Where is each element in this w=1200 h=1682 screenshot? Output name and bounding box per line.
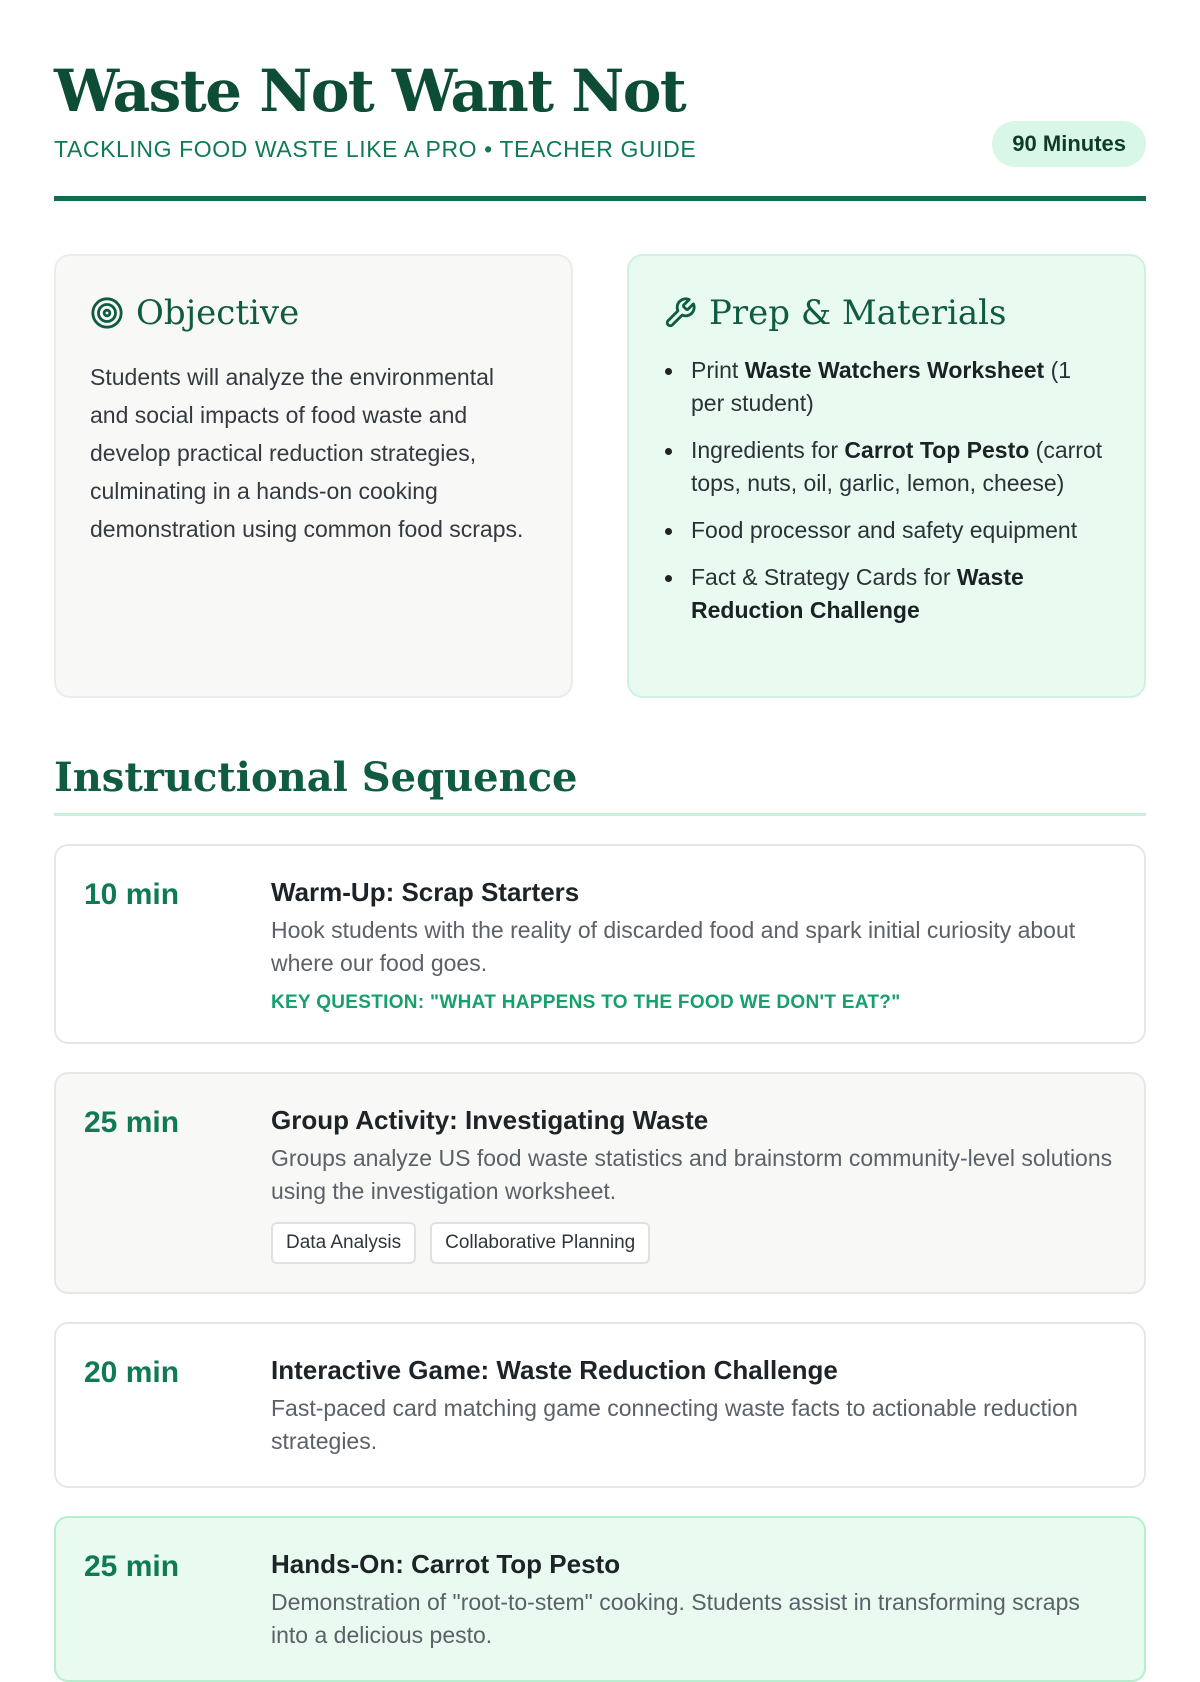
page-title: Waste Not Want Not [54,57,686,125]
target-icon [90,296,124,330]
step-body [271,874,1116,1014]
step-body [271,1102,1116,1264]
prep-item: Ingredients for Carrot Top Pesto (carrot tops, nuts, oil, garlic, lemon, cheese) [663,434,1110,500]
prep-card [627,254,1146,698]
step-body [271,1546,1116,1652]
step-description: Hook students with the reality of discarded food and spark initial curiosity about where our food goes. [271,917,1076,976]
key-question: KEY QUESTION: "WHAT HAPPENS TO THE FOOD WE DON'T EAT?" [271,992,901,1013]
objective-text: Students will analyze the environmental and social impacts of food waste and develop practical reduction strategies, culminating in a hands-on cooking demonstration using common food scraps. [90,364,524,542]
step-title: Interactive Game: Waste Reduction Challenge [271,1355,838,1385]
tag-collaborative-planning: Collaborative Planning [430,1222,650,1264]
prep-item: Fact & Strategy Cards for Waste Reduction Challenge [663,561,1110,627]
instructional-steps [54,844,1146,1682]
prep-item: Food processor and safety equipment [663,514,1110,547]
step-warm-up [54,844,1146,1044]
prep-heading [663,290,1110,336]
page-header [54,0,1146,201]
skill-tags [271,1222,1116,1264]
prep-list [663,354,1110,627]
step-description: Groups analyze US food waste statistics and brainstorm community-level solutions using the investigation worksheet. [271,1145,1113,1204]
tag-data-analysis: Data Analysis [271,1222,416,1264]
step-title: Warm-Up: Scrap Starters [271,877,580,907]
prep-heading-text: Prep & Materials [709,293,1007,333]
duration-badge: 90 Minutes [992,121,1146,167]
section-title: Instructional Sequence [54,754,1146,816]
overview-cards [54,254,1146,698]
step-hands-on [54,1516,1146,1682]
prep-item: Print Waste Watchers Worksheet (1 per student) [663,354,1110,420]
wrench-icon [663,296,697,330]
step-time: 20 min [84,1356,180,1389]
step-time: 25 min [84,1550,180,1583]
step-title: Group Activity: Investigating Waste [271,1105,709,1135]
page-subtitle: TACKLING FOOD WASTE LIKE A PRO • TEACHER GUIDE [54,136,697,162]
objective-heading [90,290,537,336]
step-time: 25 min [84,1106,180,1139]
step-body [271,1352,1116,1458]
objective-card [54,254,573,698]
step-group-activity [54,1072,1146,1294]
step-interactive-game [54,1322,1146,1488]
step-time: 10 min [84,878,180,911]
objective-heading-text: Objective [136,293,300,333]
step-description: Demonstration of "root-to-stem" cooking. Students assist in transforming scraps into a delicious pesto. [271,1589,1080,1648]
step-description: Fast-paced card matching game connecting waste facts to actionable reduction strategies. [271,1395,1078,1454]
step-title: Hands-On: Carrot Top Pesto [271,1549,621,1579]
